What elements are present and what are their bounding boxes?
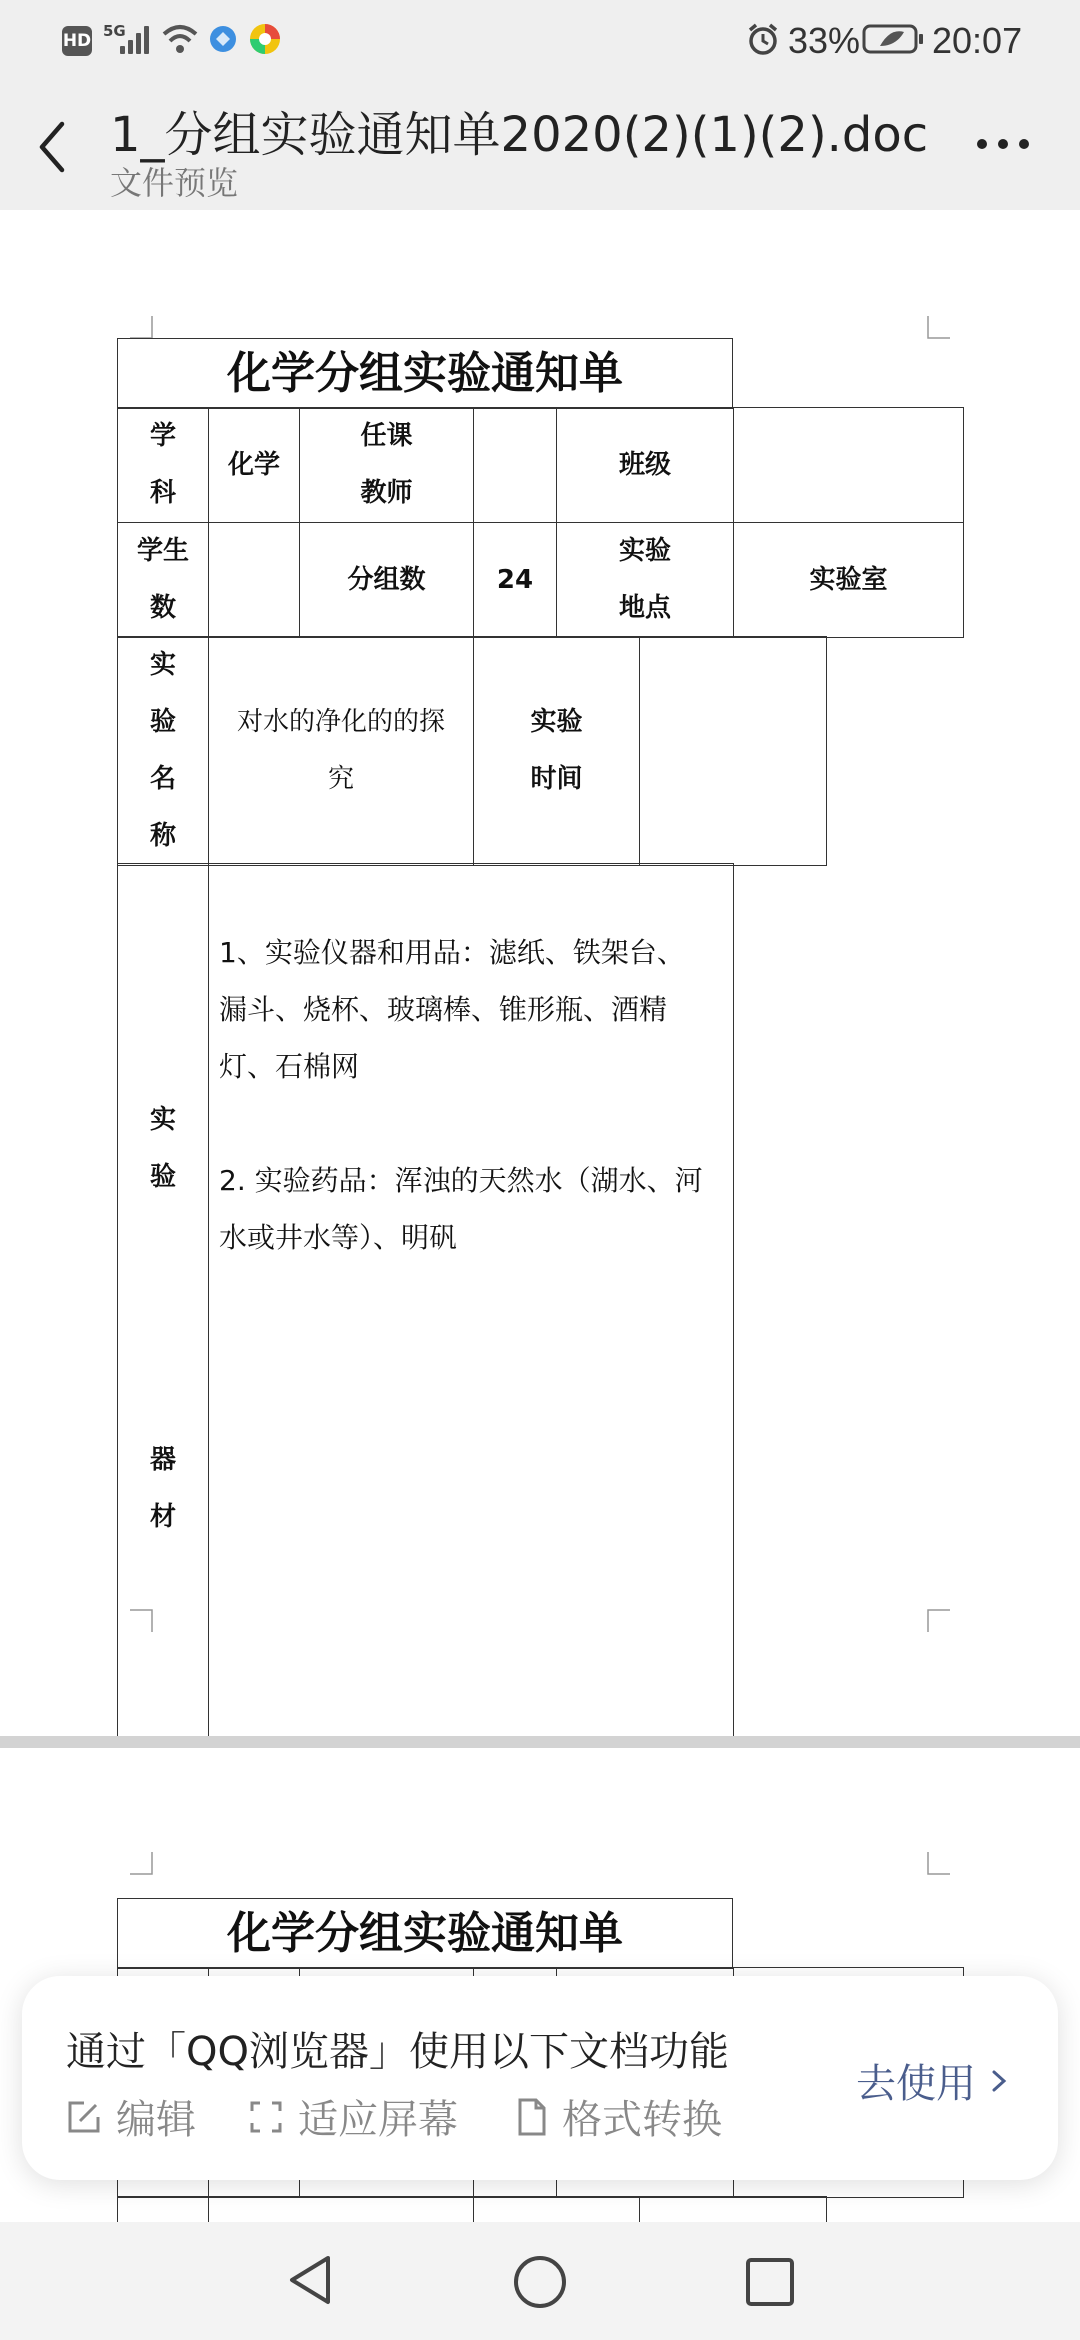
equipment-line: 1、实验仪器和用品：滤纸、铁架台、 — [219, 936, 685, 969]
chevron-right-icon — [988, 2066, 1010, 2096]
fit-screen-label: 适应屏幕 — [298, 2097, 458, 2143]
back-arrow-icon[interactable] — [36, 120, 70, 174]
students-value — [209, 523, 300, 638]
equipment-table — [117, 863, 734, 1737]
battery-icon — [862, 24, 924, 54]
page-corner-mark — [926, 1852, 950, 1876]
alarm-icon — [746, 22, 780, 56]
doc-title-table-page2 — [117, 1898, 733, 1969]
class-label: 班级 — [557, 408, 734, 523]
app-notification-icon — [208, 24, 238, 54]
hd-badge: HD — [62, 26, 92, 56]
battery-percent: 33% — [788, 20, 861, 61]
banner-text: 通过「QQ浏览器」使用以下文档功能 — [66, 2029, 729, 2075]
fit-screen-feature[interactable] — [248, 2088, 458, 2145]
info-table — [117, 407, 964, 638]
equipment-label: 实 验 器 材 — [118, 864, 209, 1737]
subject-label: 学 科 — [118, 408, 209, 523]
name-table — [117, 636, 827, 866]
signal-icon — [120, 24, 154, 54]
groups-value: 24 — [474, 523, 557, 638]
network-type: 5G — [103, 22, 126, 40]
format-convert-feature[interactable] — [516, 2088, 722, 2145]
doc-table-title-page2: 化学分组实验通知单 — [118, 1899, 733, 1969]
edit-icon — [66, 2099, 102, 2135]
experiment-name-label: 实 验 名 称 — [118, 637, 209, 866]
document-icon — [516, 2098, 548, 2136]
groups-label: 分组数 — [300, 523, 474, 638]
document-subtitle: 文件预览 — [110, 164, 239, 202]
equipment-line: 水或井水等）、明矾 — [219, 1221, 458, 1254]
equipment-content — [209, 864, 734, 1737]
page-corner-mark — [130, 316, 154, 340]
document-title: 1_分组实验通知单2020(2)(1)(2).doc — [110, 107, 929, 163]
doc-title-table — [117, 338, 733, 409]
page-corner-mark — [926, 1608, 950, 1632]
edit-feature[interactable] — [66, 2088, 196, 2145]
app-notification-icon-2 — [248, 22, 282, 56]
equipment-line: 2. 实验药品：浑浊的天然水（湖水、河 — [219, 1164, 703, 1197]
wifi-icon — [160, 22, 200, 56]
nav-back-icon[interactable] — [284, 2252, 336, 2308]
experiment-time-value — [640, 637, 827, 866]
doc-table-title: 化学分组实验通知单 — [118, 339, 733, 409]
equipment-line: 漏斗、烧杯、玻璃棒、锥形瓶、酒精 — [219, 993, 668, 1026]
experiment-time-label: 实验 时间 — [474, 637, 640, 866]
qq-browser-banner[interactable] — [22, 1976, 1058, 2180]
page-corner-mark — [926, 316, 950, 340]
format-convert-label: 格式转换 — [562, 2097, 722, 2143]
teacher-value — [474, 408, 557, 523]
nav-home-icon[interactable] — [512, 2254, 568, 2310]
subject-value: 化学 — [209, 408, 300, 523]
class-value — [734, 408, 964, 523]
use-now-label: 去使用 — [856, 2061, 976, 2107]
edit-label: 编辑 — [116, 2097, 196, 2143]
equipment-line: 灯、石棉网 — [219, 1050, 360, 1083]
fit-screen-icon — [248, 2099, 284, 2135]
more-icon[interactable] — [976, 134, 1030, 154]
teacher-label: 任课 教师 — [300, 408, 474, 523]
page-corner-mark — [130, 1852, 154, 1876]
clock: 20:07 — [932, 20, 1023, 61]
page-separator — [0, 1736, 1080, 1748]
nav-recents-icon[interactable] — [744, 2256, 796, 2308]
students-label: 学生 数 — [118, 523, 209, 638]
experiment-name-value: 对水的净化的的探 究 — [209, 637, 474, 866]
equipment-line — [219, 1095, 723, 1152]
location-label: 实验 地点 — [557, 523, 734, 638]
use-now-button[interactable] — [856, 2052, 1010, 2109]
location-value: 实验室 — [734, 523, 964, 638]
